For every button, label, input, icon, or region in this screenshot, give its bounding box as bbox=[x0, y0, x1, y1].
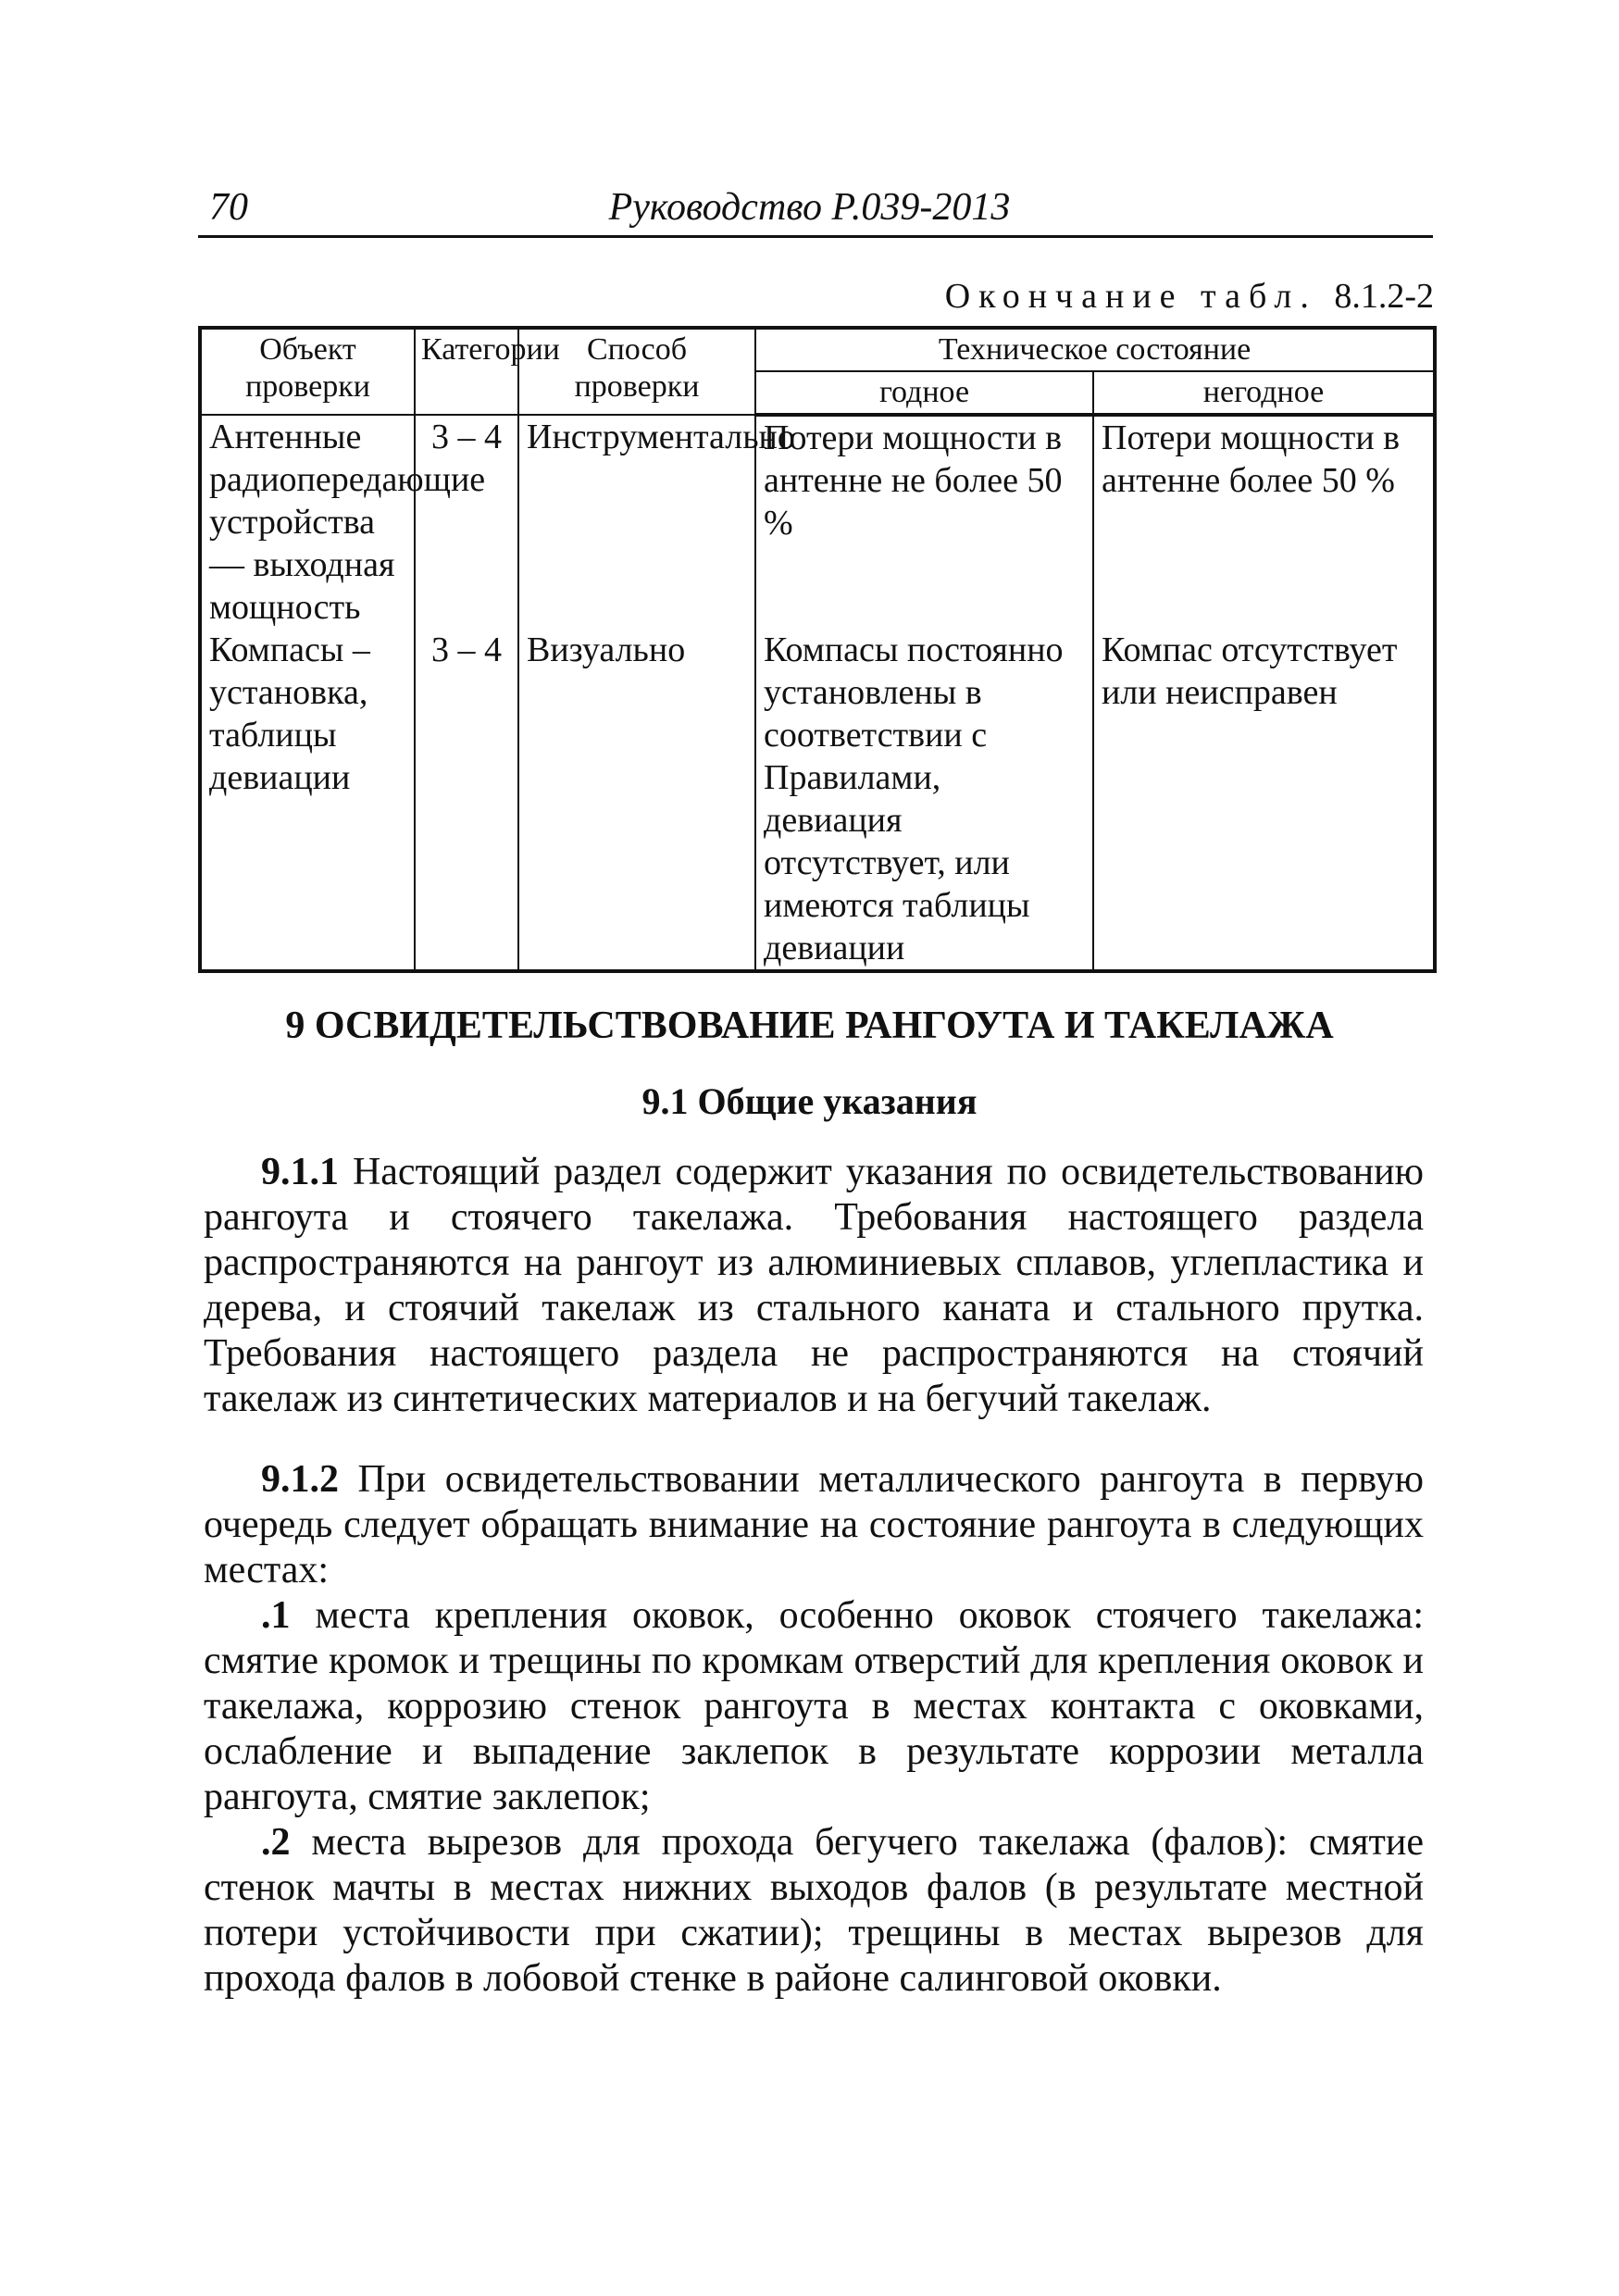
section-title: 9 ОСВИДЕТЕЛЬСТВОВАНИЕ РАНГОУТА И ТАКЕЛАЖА bbox=[285, 1004, 1334, 1047]
header-rule bbox=[198, 235, 1433, 238]
running-title: Руководство Р.039-2013 bbox=[608, 186, 1011, 229]
column-header-good: годное bbox=[755, 371, 1093, 415]
subsection-title: 9.1 Общие указания bbox=[641, 1080, 978, 1122]
column-header-object: Объект проверки bbox=[200, 328, 415, 415]
table-caption-label: Окончание табл. bbox=[944, 277, 1317, 316]
paragraph-number: 9.1.1 bbox=[261, 1151, 339, 1193]
paragraph-text: Настоящий раздел содержит указания по освидетельствованию рангоута и стоячего такелажа. Требования настоящего раздела распространяются на рангоут из алюминиевых сплавов, углепластика и дерева, и стоячий такелаж из стального каната и стального прутка. Требования настоящего раздела не распространяются на стоячий такелаж из синтетических материалов и на бегучий такелаж. bbox=[204, 1151, 1424, 1420]
inspection-table bbox=[198, 326, 1437, 973]
item-number: .1 bbox=[261, 1594, 291, 1637]
cell-method: Инструментально bbox=[518, 415, 755, 629]
column-header-category: Категории bbox=[415, 328, 518, 415]
table-header-row bbox=[200, 328, 1435, 371]
cell-good: Компасы постоянно установлены в соответствии с Правилами, девиация отсутствует, или имеются таблицы девиации bbox=[755, 629, 1093, 971]
list-item bbox=[204, 1593, 1424, 1820]
column-header-bad: негодное bbox=[1093, 371, 1435, 415]
paragraph-number: 9.1.2 bbox=[261, 1458, 339, 1501]
item-number: .2 bbox=[261, 1821, 291, 1864]
column-header-method: Способ проверки bbox=[518, 328, 755, 415]
table-caption-number: 8.1.2-2 bbox=[1334, 277, 1434, 316]
cell-category: 3 – 4 bbox=[415, 415, 518, 629]
cell-bad: Компас отсутствует или неисправен bbox=[1093, 629, 1435, 971]
cell-good: Потери мощности в антенне не более 50 % bbox=[755, 415, 1093, 629]
page-number: 70 bbox=[209, 186, 248, 229]
paragraph-9-1-1 bbox=[204, 1150, 1424, 1422]
cell-object: Компасы – установка, таблицы девиации bbox=[200, 629, 415, 971]
paragraph-9-1-2 bbox=[204, 1457, 1424, 2002]
column-header-condition: Техническое состояние bbox=[755, 328, 1435, 371]
paragraph-text: При освидетельствовании металлического рангоута в первую очередь следует обращать внимание на состояние рангоута в следующих местах: bbox=[204, 1458, 1424, 1591]
table-caption bbox=[945, 276, 1434, 317]
item-text: места вырезов для прохода бегучего такелажа (фалов): смятие стенок мачты в местах нижних выходов фалов (в результате местной потери устойчивости при сжатии); трещины в местах вырезов для прохода фалов в лобовой стенке в районе салинговой оковки. bbox=[204, 1821, 1424, 2000]
list-item bbox=[204, 1820, 1424, 2002]
item-text: места крепления оковок, особенно оковок стоячего такелажа: смятие кромок и трещины по кромкам отверстий для крепления оковок и такелажа, коррозию стенок рангоута в местах контакта с оковками, ослабление и выпадение заклепок в результате коррозии металла рангоута, смятие заклепок; bbox=[204, 1594, 1424, 1818]
cell-object: Антенные радиопередающие устройства — выходная мощность bbox=[200, 415, 415, 629]
table-row bbox=[200, 629, 1435, 971]
cell-category: 3 – 4 bbox=[415, 629, 518, 971]
cell-method: Визуально bbox=[518, 629, 755, 971]
cell-bad: Потери мощности в антенне более 50 % bbox=[1093, 415, 1435, 629]
table-row bbox=[200, 415, 1435, 629]
